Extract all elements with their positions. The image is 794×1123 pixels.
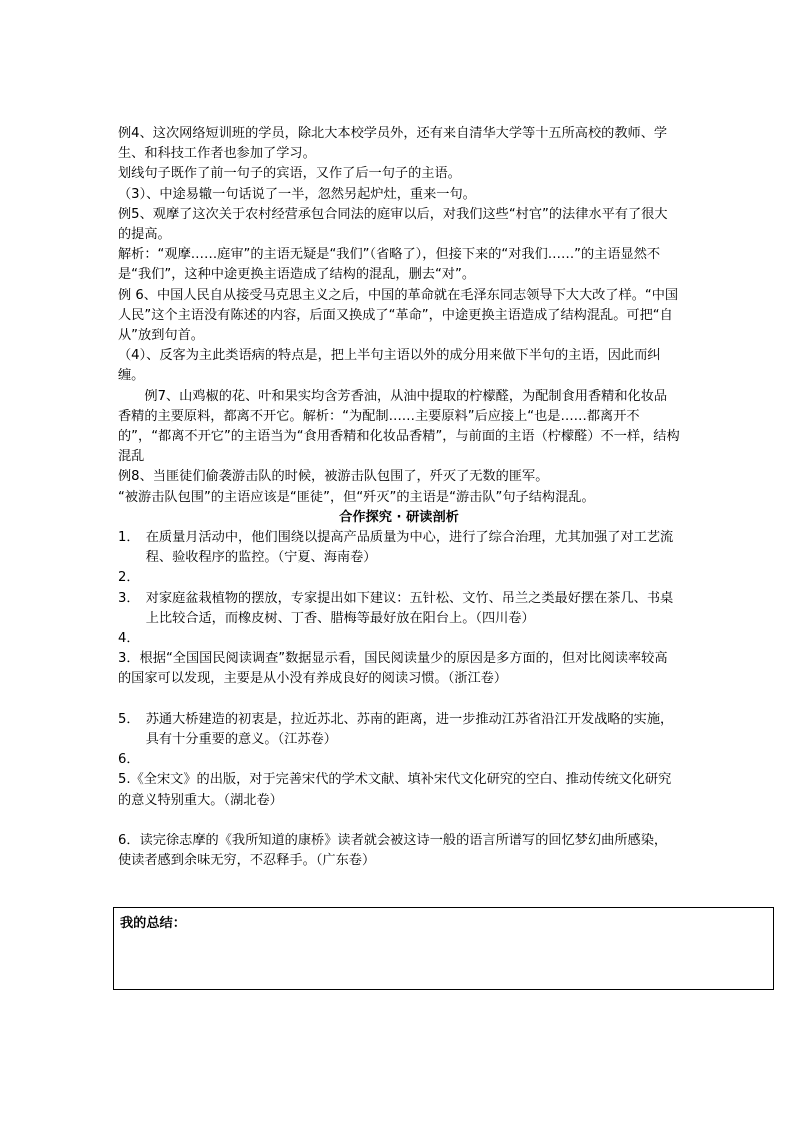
list-item: 6．读完徐志摩的《我所知道的康桥》读者就会被这诗一般的语言所谱写的回忆梦幻曲所感染，使读者感到余味无穷，不忍释手。（广东卷） bbox=[118, 832, 668, 868]
list-item: 1． 在质量月活动中，他们围绕以提高产品质量为中心，进行了综合治理，尤其加强了对工艺流程、验收程序的监控。（宁夏、海南卷） bbox=[118, 530, 674, 566]
analysis-5: 解析：“观摩……庭审”的主语无疑是“我们”（省略了），但接下来的“对我们……”的主语显然不是“我们”，这种中途更换主语造成了结构的混乱，删去“对”。 bbox=[118, 247, 661, 283]
list-item: 2． bbox=[118, 570, 140, 586]
analysis-8: “被游击队包围”的主语应该是“匪徒”，但“歼灭”的主语是“游击队”句子结构混乱。 bbox=[118, 489, 595, 505]
list-item: 3．根据“全国国民阅读调查”数据显示看，国民阅读量少的原因是多方面的，但对比阅读率较高的国家可以发现，主要是从小没有养成良好的阅读习惯。（浙江卷） bbox=[118, 651, 668, 687]
analysis-line: 划线句子既作了前一句子的宾语，又作了后一句子的主语。 bbox=[118, 166, 461, 182]
heading-3: （3）、中途易辙一句话说了一半，忽然另起炉灶，重来一句。 bbox=[118, 186, 476, 202]
summary-label: 我的总结： bbox=[120, 916, 186, 931]
list-item: 3． 对家庭盆栽植物的摆放，专家提出如下建议：五针松、文竹、吊兰之类最好摆在茶几、书桌上比较合适，而橡皮树、丁香、腊梅等最好放在阳台上。（四川卷） bbox=[118, 590, 674, 626]
list-item: 6． bbox=[118, 752, 140, 768]
summary-box[interactable] bbox=[113, 907, 774, 990]
heading-4: （4）、反客为主此类语病的特点是，把上半句主语以外的成分用来做下半句的主语，因此而纠缠。 bbox=[118, 348, 661, 384]
list-item: 5.《全宋文》的出版，对于完善宋代的学术文献、填补宋代文化研究的空白、推动传统文化研究的意义特别重大。（湖北卷） bbox=[118, 772, 672, 808]
document-body bbox=[118, 124, 680, 871]
list-item: 4． bbox=[118, 631, 140, 647]
section-title: 合作探究 · 研读剖析 bbox=[339, 509, 459, 525]
example-4: 例4、这次网络短训班的学员，除北大本校学员外，还有来自清华大学等十五所高校的教师、学生、和科技工作者也参加了学习。 bbox=[118, 126, 668, 162]
example-7: 例7、山鸡椒的花、叶和果实均含芳香油，从油中提取的柠檬醛，为配制食用香精和化妆品香精的主要原料，都离不开它。解析：“为配制……主要原料”后应接上“也是……都离开不的”，“都离不开它”的主语当为“食用香精和化妆品香精”，与前面的主语（柠檬醛）不一样，结构混乱 bbox=[118, 388, 680, 465]
list-item: 5． 苏通大桥建造的初衷是，拉近苏北、苏南的距离，进一步推动江苏省沿江开发战略的实施，具有十分重要的意义。（江苏卷） bbox=[118, 711, 674, 747]
example-6: 例 6、中国人民自从接受马克思主义之后，中国的革命就在毛泽东同志领导下大大改了样。“中国人民”这个主语没有陈述的内容，后面又换成了“革命”，中途更换主语造成了结构混乱。可把“自从”放到句首。 bbox=[118, 287, 679, 344]
example-8: 例8、当匪徒们偷袭游击队的时候，被游击队包围了，歼灭了无数的匪军。 bbox=[118, 469, 549, 485]
example-5: 例5、观摩了这次关于农村经营承包合同法的庭审以后，对我们这些“村官”的法律水平有了很大的提高。 bbox=[118, 206, 668, 243]
